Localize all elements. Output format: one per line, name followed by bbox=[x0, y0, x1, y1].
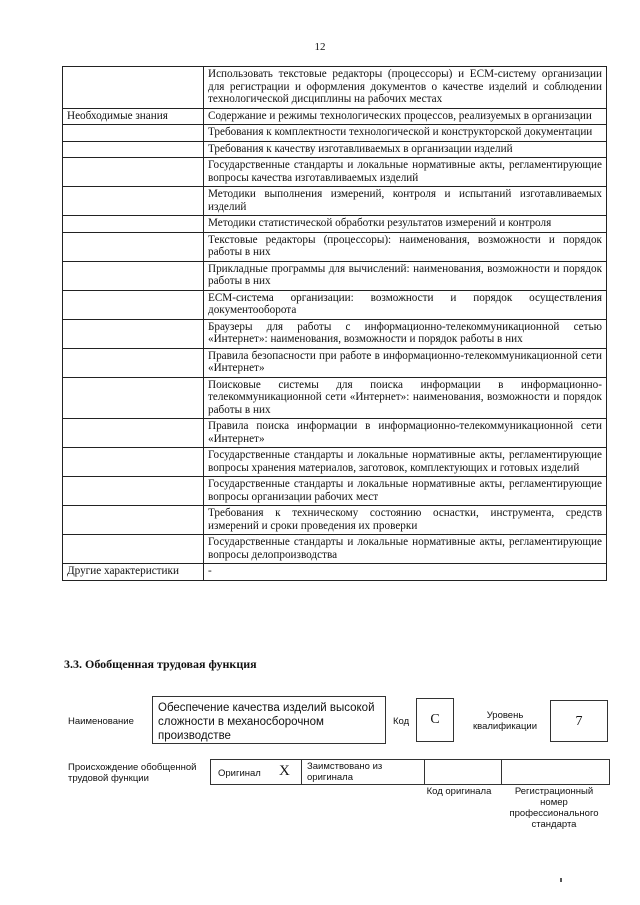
row-label bbox=[63, 535, 204, 564]
row-text: Государственные стандарты и локальные нормативные акты, регламентирующие вопросы хранения материалов, заготовок, комплектующих и готовых изделий bbox=[204, 448, 607, 477]
table-row bbox=[63, 108, 607, 125]
scan-mark bbox=[560, 878, 562, 882]
row-text: - bbox=[204, 564, 607, 581]
row-label: Необходимые знания bbox=[63, 108, 204, 125]
origin-table bbox=[210, 759, 610, 785]
table-row bbox=[63, 448, 607, 477]
table-row bbox=[63, 141, 607, 158]
row-label bbox=[63, 477, 204, 506]
row-text: Текстовые редакторы (процессоры): наименования, возможности и порядок работы в них bbox=[204, 232, 607, 261]
reg-number-caption: Регистрационный номер профессионального стандарта bbox=[509, 786, 599, 830]
row-label bbox=[63, 348, 204, 377]
row-text: Содержание и режимы технологических процессов, реализуемых в организации bbox=[204, 108, 607, 125]
divider bbox=[501, 760, 502, 784]
row-label bbox=[63, 158, 204, 187]
row-text: Государственные стандарты и локальные нормативные акты, регламентирующие вопросы делопроизводства bbox=[204, 535, 607, 564]
row-text: Требования к качеству изготавливаемых в организации изделий bbox=[204, 141, 607, 158]
row-label bbox=[63, 448, 204, 477]
name-label: Наименование bbox=[68, 716, 134, 727]
row-text: Поисковые системы для поиска информации в информационно-телекоммуникационной сети «Интернет»: наименования, возможности и порядок работы в них bbox=[204, 377, 607, 419]
row-text: Государственные стандарты и локальные нормативные акты, регламентирующие вопросы организации рабочих мест bbox=[204, 477, 607, 506]
table-row bbox=[63, 506, 607, 535]
table-row bbox=[63, 564, 607, 581]
row-text: Использовать текстовые редакторы (процессоры) и ЕСМ-систему организации для регистрации и оформления документов о качестве изделий и соблюдении технологической дисциплины на рабочих местах bbox=[204, 67, 607, 109]
level-label: Уровень квалификации bbox=[472, 710, 538, 732]
skills-table bbox=[62, 66, 607, 581]
table-row bbox=[63, 348, 607, 377]
row-label: Другие характеристики bbox=[63, 564, 204, 581]
level-box bbox=[550, 700, 608, 742]
row-label bbox=[63, 319, 204, 348]
row-label bbox=[63, 377, 204, 419]
row-text: Государственные стандарты и локальные нормативные акты, регламентирующие вопросы качества изготавливаемых изделий bbox=[204, 158, 607, 187]
row-label bbox=[63, 141, 204, 158]
section-heading: 3.3. Обобщенная трудовая функция bbox=[64, 657, 257, 671]
row-label bbox=[63, 67, 204, 109]
table-row bbox=[63, 216, 607, 233]
table-row bbox=[63, 377, 607, 419]
row-label bbox=[63, 216, 204, 233]
row-label bbox=[63, 290, 204, 319]
row-text: ЕСМ-система организации: возможности и порядок осуществления документооборота bbox=[204, 290, 607, 319]
code-box bbox=[416, 698, 454, 742]
row-text: Требования к техническому состоянию оснастки, инструмента, средств измерений и сроки проведения их проверки bbox=[204, 506, 607, 535]
table-row bbox=[63, 232, 607, 261]
name-value-box bbox=[152, 696, 386, 744]
code-label: Код bbox=[393, 716, 410, 727]
table-row bbox=[63, 419, 607, 448]
table-row bbox=[63, 535, 607, 564]
page-number: 12 bbox=[314, 41, 326, 53]
table-row bbox=[63, 158, 607, 187]
divider bbox=[301, 760, 302, 784]
row-text: Методики выполнения измерений, контроля и испытаний изготавливаемых изделий bbox=[204, 187, 607, 216]
row-label bbox=[63, 187, 204, 216]
row-text: Прикладные программы для вычислений: наименования, возможности и порядок работы в них bbox=[204, 261, 607, 290]
row-text: Правила поиска информации в информационно-телекоммуникационной сети «Интернет» bbox=[204, 419, 607, 448]
row-label bbox=[63, 419, 204, 448]
divider bbox=[424, 760, 425, 784]
table-row bbox=[63, 187, 607, 216]
table-row bbox=[63, 477, 607, 506]
level-value: 7 bbox=[575, 714, 583, 729]
row-text: Методики статистической обработки результатов измерений и контроля bbox=[204, 216, 607, 233]
row-text: Правила безопасности при работе в информационно-телекоммуникационной сети «Интернет» bbox=[204, 348, 607, 377]
row-label bbox=[63, 261, 204, 290]
row-label bbox=[63, 506, 204, 535]
table-row bbox=[63, 67, 607, 109]
table-row bbox=[63, 319, 607, 348]
original-check-mark: Х bbox=[279, 763, 290, 779]
table-row bbox=[63, 125, 607, 142]
name-value: Обеспечение качества изделий высокой сложности в механосборочном производстве bbox=[158, 702, 375, 742]
table-row bbox=[63, 261, 607, 290]
row-label bbox=[63, 232, 204, 261]
row-text: Требования к комплектности технологической и конструкторской документации bbox=[204, 125, 607, 142]
row-text: Браузеры для работы с информационно-телекоммуникационной сетью «Интернет»: наименования, возможности и порядок работы в них bbox=[204, 319, 607, 348]
code-original-caption: Код оригинала bbox=[426, 786, 492, 797]
row-label bbox=[63, 125, 204, 142]
borrowed-label: Заимствовано из оригинала bbox=[307, 761, 383, 783]
origin-label: Происхождение обобщенной трудовой функции bbox=[68, 762, 197, 784]
code-value: С bbox=[430, 712, 440, 727]
original-label: Оригинал bbox=[218, 768, 261, 779]
table-row bbox=[63, 290, 607, 319]
